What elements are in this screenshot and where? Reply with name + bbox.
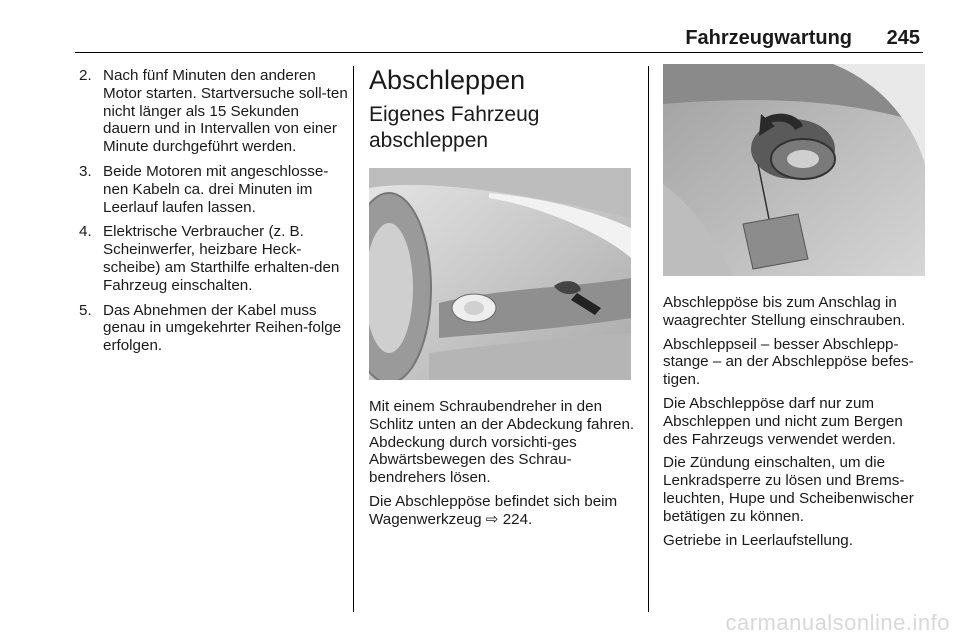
column-divider-left — [353, 66, 354, 612]
step-item — [79, 163, 349, 216]
paragraph: Mit einem Schraubendreher in den Schlitz unten an der Abdeckung fahren. Abdeckung durch vorsichti-ges Abwärtsbewegen des Schrau-bendrehers lösen. — [369, 398, 635, 487]
paragraph: Die Zündung einschalten, um die Lenkradsperre zu lösen und Brems-leuchten, Hupe und Scheibenwischer betätigen zu können. — [663, 454, 914, 525]
step-text: Beide Motoren mit angeschlosse-nen Kabeln ca. drei Minuten im Leerlauf laufen lassen. — [103, 162, 329, 216]
step-item — [79, 302, 349, 355]
step-text: Elektrische Verbraucher (z. B. Scheinwerfer, heizbare Heck-scheibe) am Starthilfe erhalten-den Fahrzeug einschalten. — [103, 223, 340, 294]
page-header — [0, 0, 960, 60]
paragraph: Abschleppöse bis zum Anschlag in waagrechter Stellung einschrauben. — [663, 294, 906, 329]
watermark: carmanualsonline.info — [725, 610, 950, 635]
step-number: 5. — [79, 301, 92, 319]
paragraph: Die Abschleppöse darf nur zum Abschleppen und nicht zum Bergen des Fahrzeugs verwendet werden. — [663, 394, 903, 448]
column-middle — [369, 64, 639, 535]
column-right — [663, 64, 928, 555]
paragraph: Die Abschleppöse befindet sich beim Wagenwerkzeug ⇨ 224. — [369, 492, 618, 528]
step-item — [79, 67, 349, 156]
paragraph: Abschleppseil – besser Abschlepp-stange – an der Abschleppöse befes-tigen. — [663, 335, 914, 389]
header-rule — [75, 52, 923, 53]
step-text: Nach fünf Minuten den anderen Motor starten. Startversuche soll-ten nicht länger als 15 Sekunden dauern und in Intervallen von einer Minute durchgeführt werden. — [103, 67, 348, 156]
paragraph: Getriebe in Leerlaufstellung. — [663, 531, 853, 549]
subsection-heading: Eigenes Fahrzeug abschleppen — [369, 103, 540, 152]
step-number: 2. — [79, 67, 92, 84]
step-item — [79, 223, 349, 294]
car-front-illustration — [369, 168, 631, 380]
column-left — [79, 67, 349, 362]
section-heading: Abschleppen — [369, 65, 526, 95]
page-number: 245 — [886, 27, 920, 49]
step-text: Das Abnehmen der Kabel muss genau in umgekehrter Reihen-folge erfolgen. — [103, 301, 342, 355]
towing-eye-illustration — [663, 64, 925, 276]
step-number: 4. — [79, 223, 92, 241]
column-divider-right — [648, 66, 649, 612]
section-title: Fahrzeugwartung — [685, 27, 852, 49]
step-number: 3. — [79, 162, 92, 180]
